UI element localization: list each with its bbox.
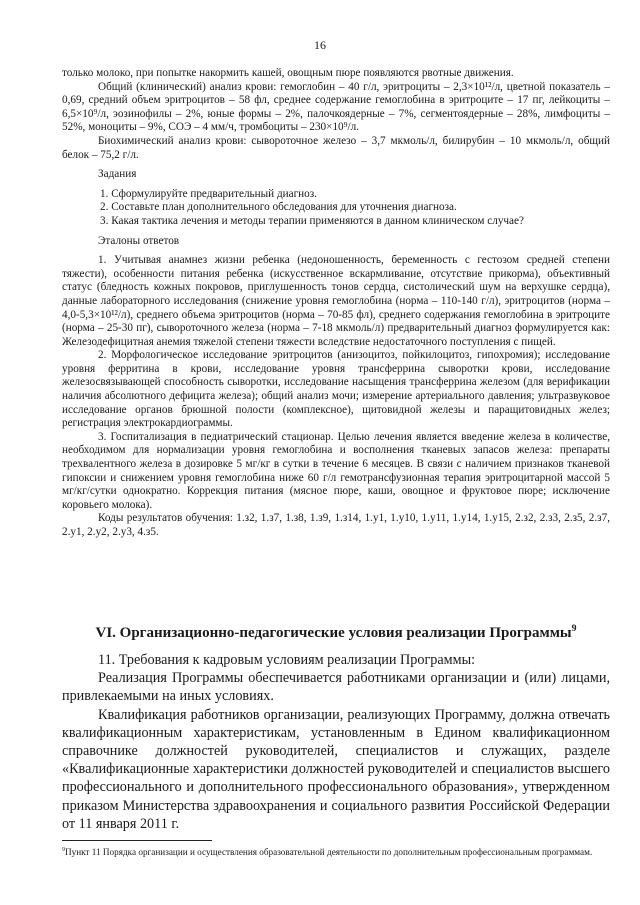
- answer-item: 3. Госпитализация в педиатрический стационар. Целью лечения является введение железа в количестве, необходимом для нормализации уровня гемоглобина и восполнения тканевых запасов железа: препараты трехвалентного железа в дозировке 5 мг/кг в сутки в течение 6 месяцев. В связи с наличием признаков тканевой гипоксии и снижением уровня гемоглобина ниже 60 г/л гемотрансфузионная терапия эритроцитарной массой 5 мг/кг/сутки однократно. Коррекция питания (мясное пюре, каши, овощное и фруктовое пюре; исключение коровьего молока).: [62, 430, 610, 511]
- task-item: 1. Сформулируйте предварительный диагноз.: [100, 187, 317, 200]
- body-paragraph: Квалификация работников организации, реализующих Программу, должна отвечать квалификационным характеристикам, установленным в Едином квалификационном справочнике должностей руководителей, специалистов и служащих, разделе «Квалификационные характеристики должностей руководителей и специалистов высшего профессионального и дополнительного профессионального образования», утвержденном приказом Министерства здравоохранения и социального развития Российской Федерации от 11 января 2011 г.: [62, 706, 610, 832]
- section-heading: [62, 624, 610, 643]
- learning-codes: Коды результатов обучения: 1.з2, 1.з7, 1.з8, 1.з9, 1.з14, 1.у1, 1.у10, 1.у11, 1.у14, 1.у15, 2.з2, 2.з3, 2.з5, 2.з7, 2.у1, 2.у2, 2.у3, 4.з5.: [62, 512, 610, 538]
- answers-title: Эталоны ответов: [98, 234, 180, 247]
- intro-blood-test: Общий (клинический) анализ крови: гемоглобин – 40 г/л, эритроциты – 2,3×10¹²/л, цветной показатель – 0,69, средний объем эритроцитов – 58 фл, среднее содержание гемоглобина в эритроците – 17 пг, лейкоциты – 6,5×10⁹/л, эозинофилы – 2%, юные формы – 2%, палочкоядерные – 7%, сегментоядерные – 28%, лимфоциты – 52%, моноциты – 9%, СОЭ – 4 мм/ч, тромбоциты – 230×10⁹/л.: [62, 80, 610, 134]
- footnote-divider: [62, 840, 212, 841]
- body-paragraph: 11. Требования к кадровым условиям реализации Программы:: [98, 652, 476, 668]
- intro-line: только молоко, при попытке накормить кашей, овощным пюре появляются рвотные движения.: [62, 67, 514, 79]
- page-number: 16: [314, 38, 326, 52]
- task-item: 2. Составьте план дополнительного обследования для уточнения диагноза.: [100, 201, 457, 214]
- task-item: 3. Какая тактика лечения и методы терапии применяются в данном клиническом случае?: [100, 214, 524, 227]
- body-paragraph: Реализация Программы обеспечивается работниками организации и (или) лицами, привлекаемыми на иных условиях.: [62, 670, 610, 705]
- answer-item: 1. Учитывая анамнез жизни ребенка (недоношенность, беременность с гестозом средней степени тяжести), особенности питания ребенка (искусственное вскармливание, отсутствие прикорма), объективный статус (бледность кожных покровов, приглушенность тонов сердца, систолический шум на верхушке сердца), данные лабораторного исследования (снижение уровня гемоглобина (норма – 110-140 г/л), эритроцитов (норма – 4,0-5,3×10¹²/л), среднего объема эритроцитов (норма – 70-85 фл), среднего содержания гемоглобина в эритроците (норма – 25-30 пг), сывороточного железа (норма – 7-18 мкмоль/л) предварительный диагноз формулируется как: Железодефицитная анемия тяжелой степени тяжести вследствие недостаточного поступления с пищей.: [62, 254, 610, 348]
- section-body: [62, 651, 610, 833]
- footnote-ref: 9: [571, 623, 577, 634]
- tasks-title: Задания: [98, 168, 137, 181]
- answer-item: 2. Морфологическое исследование эритроцитов (анизоцитоз, пойкилоцитоз, гипохромия); исследование уровня ферритина в крови, исследование уровня трансферрина сыворотки крови, исследование железосвязывающей способность сыворотки, исследование насыщения трансферрина железом (для верификации наличия абсолютного дефицита железа); общий анализ мочи; измерение артериального давления; ультразвуковое исследование органов брюшной полости (комплексное), щитовидной железы и паращитовидных желез; регистрация электрокардиограммы.: [62, 349, 610, 430]
- footnote-marker: 9: [62, 846, 65, 853]
- case-block: [62, 67, 610, 540]
- footnote-text: Пункт 11 Порядка организации и осуществления образовательной деятельности по дополнительным профессиональным программам.: [64, 847, 593, 857]
- section-heading-text: VI. Организационно-педагогические условия реализации Программы: [95, 625, 572, 641]
- footnote: [62, 847, 610, 859]
- intro-biochemistry: Биохимический анализ крови: сывороточное железо – 3,7 мкмоль/л, билирубин – 10 мкмоль/л, общий белок – 75,2 г/л.: [62, 134, 610, 161]
